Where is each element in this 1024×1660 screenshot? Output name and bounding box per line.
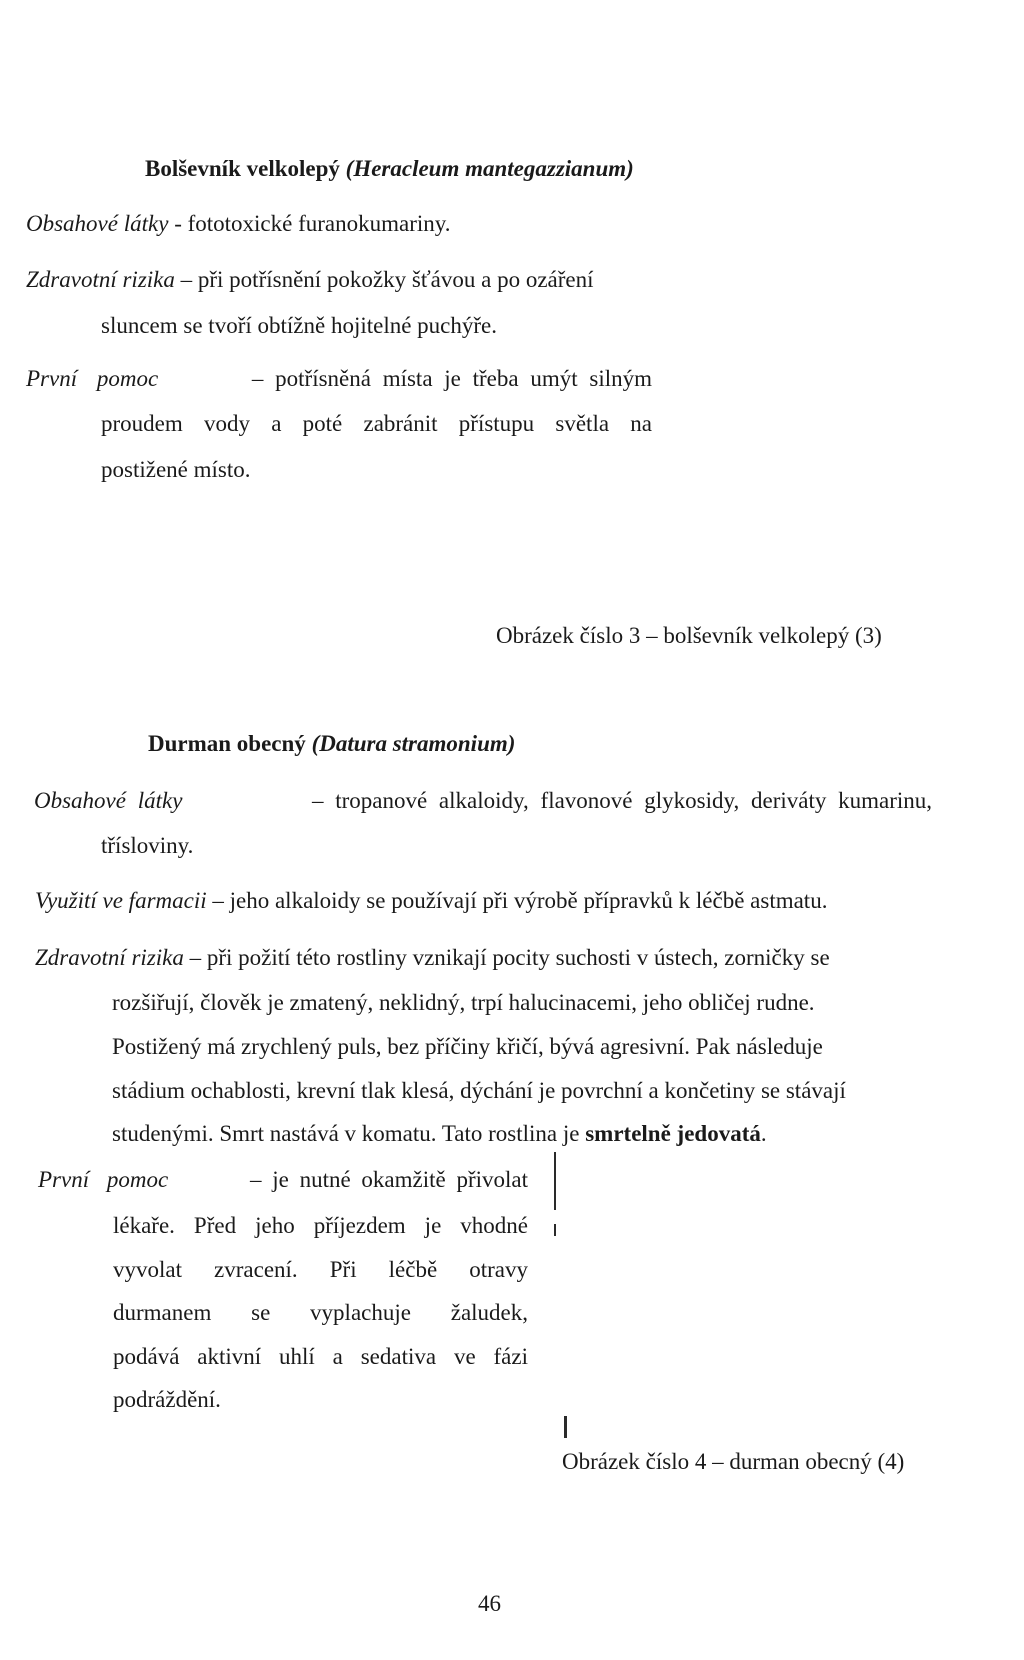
page-number: 46 — [478, 1591, 501, 1616]
section2-aid-line6: podráždění. — [113, 1387, 221, 1412]
section2-use-text: – jeho alkaloidy se používají při výrobě přípravků k léčbě astmatu. — [206, 888, 828, 913]
section2-use-paragraph — [35, 887, 827, 915]
section2-content-text-1: – tropanové alkaloidy, flavonové glykosidy, deriváty kumarinu, — [311, 788, 932, 813]
scan-mark-short — [554, 1224, 556, 1236]
section2-risk-text-5: studenými. Smrt nastává v komatu. Tato rostlina je — [112, 1121, 586, 1146]
section2-risk-line5 — [112, 1120, 767, 1148]
section1-content-text: - fototoxické furanokumariny. — [168, 211, 451, 236]
section2-risk-line4: stádium ochablosti, krevní tlak klesá, dýchání je povrchní a končetiny se stávají — [112, 1078, 846, 1103]
section1-content-label: Obsahové látky — [26, 211, 169, 236]
section1-aid-line2: proudem vody a poté zabránit přístupu světla na — [101, 411, 652, 436]
section1-risk-text-1: – při potřísnění pokožky šťávou a po ozáření — [174, 267, 594, 292]
section2-use-label: Využití ve farmacii — [35, 888, 207, 913]
section2-aid-line1 — [38, 1166, 528, 1194]
section2-aid-line4: durmanem se vyplachuje žaludek, — [113, 1300, 528, 1325]
section2-risk-text-1: – při požití této rostliny vznikají pocity suchosti v ústech, zorničky se — [183, 945, 830, 970]
section2-content-line2: třísloviny. — [101, 833, 194, 858]
section2-risk-line2: rozšiřují, člověk je zmatený, neklidný, trpí halucinacemi, jeho obličej rudne. — [112, 990, 815, 1015]
section2-aid-text-1: – je nutné okamžitě přivolat — [249, 1167, 528, 1192]
section1-title — [145, 155, 634, 183]
section1-aid-line3: postižené místo. — [101, 457, 251, 482]
section2-risk-end: . — [760, 1121, 767, 1146]
section1-risk-line1 — [26, 266, 594, 294]
section2-risk-line3: Postižený má zrychlený puls, bez příčiny křičí, bývá agresivní. Pak následuje — [112, 1034, 823, 1059]
section1-title-latin: (Heracleum mantegazzianum) — [345, 156, 634, 181]
section1-title-plain: Bolševník velkolepý — [145, 156, 346, 181]
section2-risk-line1 — [35, 944, 830, 972]
figure-caption-3: Obrázek číslo 3 – bolševník velkolepý (3) — [496, 623, 882, 648]
section1-content-paragraph — [26, 210, 451, 238]
scan-mark-bottom — [564, 1416, 567, 1438]
section2-aid-line3: vyvolat zvracení. Při léčbě otravy — [113, 1257, 528, 1282]
section2-title-latin: (Datura stramonium) — [311, 731, 516, 756]
section2-aid-label: První pomoc — [38, 1167, 169, 1192]
section2-content-line1 — [34, 787, 932, 815]
section2-risk-label: Zdravotní rizika — [35, 945, 184, 970]
section1-aid-label: První pomoc — [26, 366, 159, 391]
scan-mark-line — [554, 1152, 556, 1210]
section2-risk-bold: smrtelně jedovatá — [585, 1121, 761, 1146]
section1-aid-line1 — [26, 365, 652, 393]
section1-risk-label: Zdravotní rizika — [26, 267, 175, 292]
section1-aid-text-1: – potřísněná místa je třeba umýt silným — [251, 366, 652, 391]
section2-title — [148, 730, 515, 758]
section2-aid-line5: podává aktivní uhlí a sedativa ve fázi — [113, 1344, 528, 1369]
section2-title-plain: Durman obecný — [148, 731, 312, 756]
figure-caption-4: Obrázek číslo 4 – durman obecný (4) — [562, 1449, 905, 1474]
section2-aid-line2: lékaře. Před jeho příjezdem je vhodné — [113, 1213, 528, 1238]
section2-content-label: Obsahové látky — [34, 788, 183, 813]
section1-risk-line2: sluncem se tvoří obtížně hojitelné puchýře. — [101, 313, 497, 338]
